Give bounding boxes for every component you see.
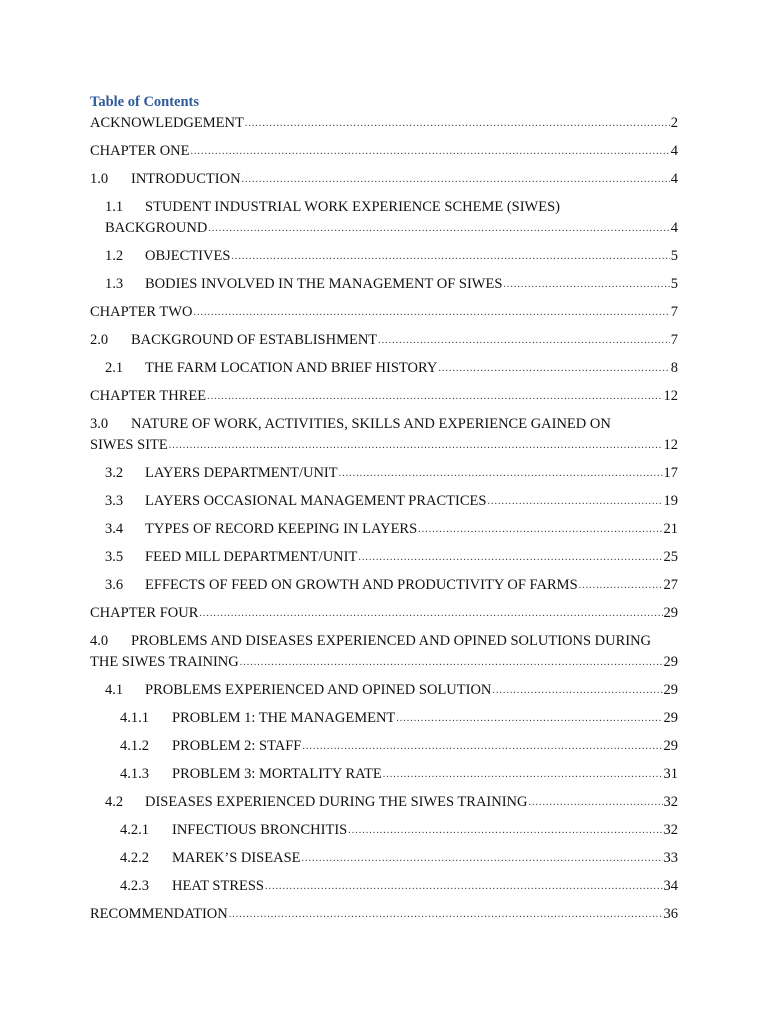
toc-entry-page: 32: [663, 794, 678, 810]
toc-leader-dots: [240, 652, 663, 673]
toc-entry[interactable]: [90, 414, 678, 457]
toc-entry-page: 2: [670, 115, 678, 131]
toc-entry-number: 3.2: [105, 465, 124, 481]
toc-entry-page: 4: [670, 220, 678, 236]
toc-entries: [90, 113, 678, 926]
toc-entry-title: MAREK’S DISEASE: [172, 850, 301, 866]
toc-leader-dots: [358, 547, 662, 568]
toc-entry[interactable]: [90, 330, 678, 352]
toc-entry-title: CHAPTER THREE: [90, 388, 207, 404]
toc-entry-number: 1.1: [105, 199, 124, 215]
toc-entry-page: 17: [663, 465, 678, 481]
toc-leader-dots: [396, 708, 662, 729]
toc-leader-dots: [245, 113, 670, 134]
toc-leader-dots: [529, 792, 663, 813]
toc-leader-dots: [302, 736, 662, 757]
toc-entry-title: BACKGROUND OF ESTABLISHMENT: [131, 332, 378, 348]
toc-entry-page: 12: [663, 437, 678, 453]
toc-entry-title: PROBLEMS AND DISEASES EXPERIENCED AND OPINED SOLUTIONS DURING: [131, 633, 652, 649]
toc-entry[interactable]: [90, 764, 678, 786]
toc-entry[interactable]: [90, 386, 678, 408]
toc-entry[interactable]: [90, 491, 678, 513]
toc-entry-page: 12: [663, 388, 678, 404]
toc-leader-dots: [378, 330, 670, 351]
toc-entry-number: 2.0: [90, 332, 109, 348]
toc-entry-title: CHAPTER ONE: [90, 143, 190, 159]
toc-entry[interactable]: [90, 169, 678, 191]
toc-entry-number: 4.1.1: [120, 710, 149, 726]
toc-entry-page: 7: [670, 304, 678, 320]
toc-entry-title: CHAPTER TWO: [90, 304, 193, 320]
toc-leader-dots: [503, 274, 669, 295]
toc-entry-title: FEED MILL DEPARTMENT/UNIT: [145, 549, 358, 565]
toc-leader-dots: [207, 386, 662, 407]
toc-leader-dots: [199, 603, 662, 624]
toc-leader-dots: [383, 764, 663, 785]
toc-title: Table of Contents: [90, 94, 200, 110]
toc-entry-number: 1.3: [105, 276, 124, 292]
toc-entry-title: PROBLEM 3: MORTALITY RATE: [172, 766, 382, 782]
toc-leader-dots: [492, 680, 662, 701]
toc-entry-page: 29: [663, 682, 678, 698]
toc-entry-number: 1.2: [105, 248, 124, 264]
toc-entry-number: 3.6: [105, 577, 124, 593]
toc-leader-dots: [169, 435, 663, 456]
toc-entry[interactable]: [90, 246, 678, 268]
toc-entry[interactable]: [90, 876, 678, 898]
toc-entry-page: 7: [670, 332, 678, 348]
toc-entry-number: 2.1: [105, 360, 124, 376]
toc-entry-title-continued: BACKGROUND: [105, 220, 208, 236]
toc-entry-page: 33: [663, 850, 678, 866]
toc-entry-title: NATURE OF WORK, ACTIVITIES, SKILLS AND EXPERIENCE GAINED ON: [131, 416, 611, 432]
table-of-contents: [90, 93, 678, 932]
toc-entry[interactable]: [90, 302, 678, 324]
toc-entry[interactable]: [90, 708, 678, 730]
toc-entry-number: 3.0: [90, 416, 109, 432]
toc-leader-dots: [265, 876, 663, 897]
toc-leader-dots: [348, 820, 662, 841]
toc-entry-number: 4.2.3: [120, 878, 149, 894]
toc-entry-title: STUDENT INDUSTRIAL WORK EXPERIENCE SCHEME (SIWES): [145, 199, 560, 215]
toc-leader-dots: [438, 358, 669, 379]
toc-entry-number: 4.1.2: [120, 738, 149, 754]
toc-entry-title: EFFECTS OF FEED ON GROWTH AND PRODUCTIVITY OF FARMS: [145, 577, 578, 593]
toc-leader-dots: [579, 575, 663, 596]
toc-entry-page: 31: [663, 766, 678, 782]
toc-entry-page: 5: [670, 248, 678, 264]
toc-entry-title-continued: SIWES SITE: [90, 437, 168, 453]
toc-entry-page: 29: [663, 605, 678, 621]
toc-entry-number: 4.2.1: [120, 822, 149, 838]
toc-entry-title: INFECTIOUS BRONCHITIS: [172, 822, 348, 838]
toc-entry-title: ACKNOWLEDGEMENT: [90, 115, 244, 131]
toc-entry-title: INTRODUCTION: [131, 171, 241, 187]
toc-entry-page: 21: [663, 521, 678, 537]
toc-entry-title: PROBLEM 2: STAFF: [172, 738, 302, 754]
toc-entry-title: OBJECTIVES: [145, 248, 231, 264]
toc-entry[interactable]: [90, 680, 678, 702]
toc-leader-dots: [302, 848, 663, 869]
toc-entry-number: 4.2: [105, 794, 124, 810]
toc-entry[interactable]: [90, 113, 678, 135]
toc-leader-dots: [418, 519, 662, 540]
toc-entry-page: 29: [663, 710, 678, 726]
toc-entry-number: 3.3: [105, 493, 124, 509]
toc-entry[interactable]: [90, 463, 678, 485]
toc-entry-title: CHAPTER FOUR: [90, 605, 199, 621]
toc-entry-title: BODIES INVOLVED IN THE MANAGEMENT OF SIWES: [145, 276, 503, 292]
toc-leader-dots: [191, 141, 670, 162]
toc-entry-number: 4.1: [105, 682, 124, 698]
toc-entry-title: TYPES OF RECORD KEEPING IN LAYERS: [145, 521, 418, 537]
toc-leader-dots: [339, 463, 663, 484]
toc-entry-page: 19: [663, 493, 678, 509]
toc-entry-number: 1.0: [90, 171, 109, 187]
toc-entry-title-continued: THE SIWES TRAINING: [90, 654, 239, 670]
toc-entry[interactable]: [90, 141, 678, 163]
toc-entry-page: 5: [670, 276, 678, 292]
toc-entry-number: 4.1.3: [120, 766, 149, 782]
toc-entry-title: RECOMMENDATION: [90, 906, 228, 922]
toc-entry-title: PROBLEMS EXPERIENCED AND OPINED SOLUTION: [145, 682, 492, 698]
toc-entry-page: 4: [670, 143, 678, 159]
toc-entry[interactable]: [90, 197, 678, 240]
toc-entry-page: 29: [663, 654, 678, 670]
toc-leader-dots: [193, 302, 669, 323]
toc-entry[interactable]: [90, 792, 678, 814]
toc-entry[interactable]: [90, 519, 678, 541]
toc-entry[interactable]: [90, 274, 678, 296]
toc-entry[interactable]: [90, 358, 678, 380]
toc-entry-title: DISEASES EXPERIENCED DURING THE SIWES TRAINING: [145, 794, 528, 810]
toc-entry[interactable]: [90, 848, 678, 870]
toc-entry[interactable]: [90, 820, 678, 842]
toc-entry-page: 4: [670, 171, 678, 187]
toc-leader-dots: [229, 904, 663, 925]
toc-entry-page: 8: [670, 360, 678, 376]
toc-entry-number: 4.0: [90, 633, 109, 649]
toc-entry-title: LAYERS DEPARTMENT/UNIT: [145, 465, 338, 481]
toc-entry-page: 27: [663, 577, 678, 593]
toc-entry-page: 34: [663, 878, 678, 894]
toc-entry-number: 3.5: [105, 549, 124, 565]
toc-entry[interactable]: [90, 736, 678, 758]
toc-leader-dots: [487, 491, 662, 512]
toc-entry[interactable]: [90, 575, 678, 597]
toc-entry-page: 36: [663, 906, 678, 922]
toc-entry-number: 3.4: [105, 521, 124, 537]
toc-entry[interactable]: [90, 904, 678, 926]
toc-entry-page: 29: [663, 738, 678, 754]
toc-entry[interactable]: [90, 631, 678, 674]
toc-entry-title: THE FARM LOCATION AND BRIEF HISTORY: [145, 360, 438, 376]
toc-entry-page: 32: [663, 822, 678, 838]
toc-entry[interactable]: [90, 547, 678, 569]
toc-leader-dots: [231, 246, 669, 267]
toc-entry-title: HEAT STRESS: [172, 878, 264, 894]
toc-entry-title: PROBLEM 1: THE MANAGEMENT: [172, 710, 396, 726]
toc-leader-dots: [208, 218, 669, 239]
toc-entry-number: 4.2.2: [120, 850, 149, 866]
toc-entry-title: LAYERS OCCASIONAL MANAGEMENT PRACTICES: [145, 493, 487, 509]
toc-entry-page: 25: [663, 549, 678, 565]
toc-leader-dots: [242, 169, 670, 190]
toc-entry[interactable]: [90, 603, 678, 625]
